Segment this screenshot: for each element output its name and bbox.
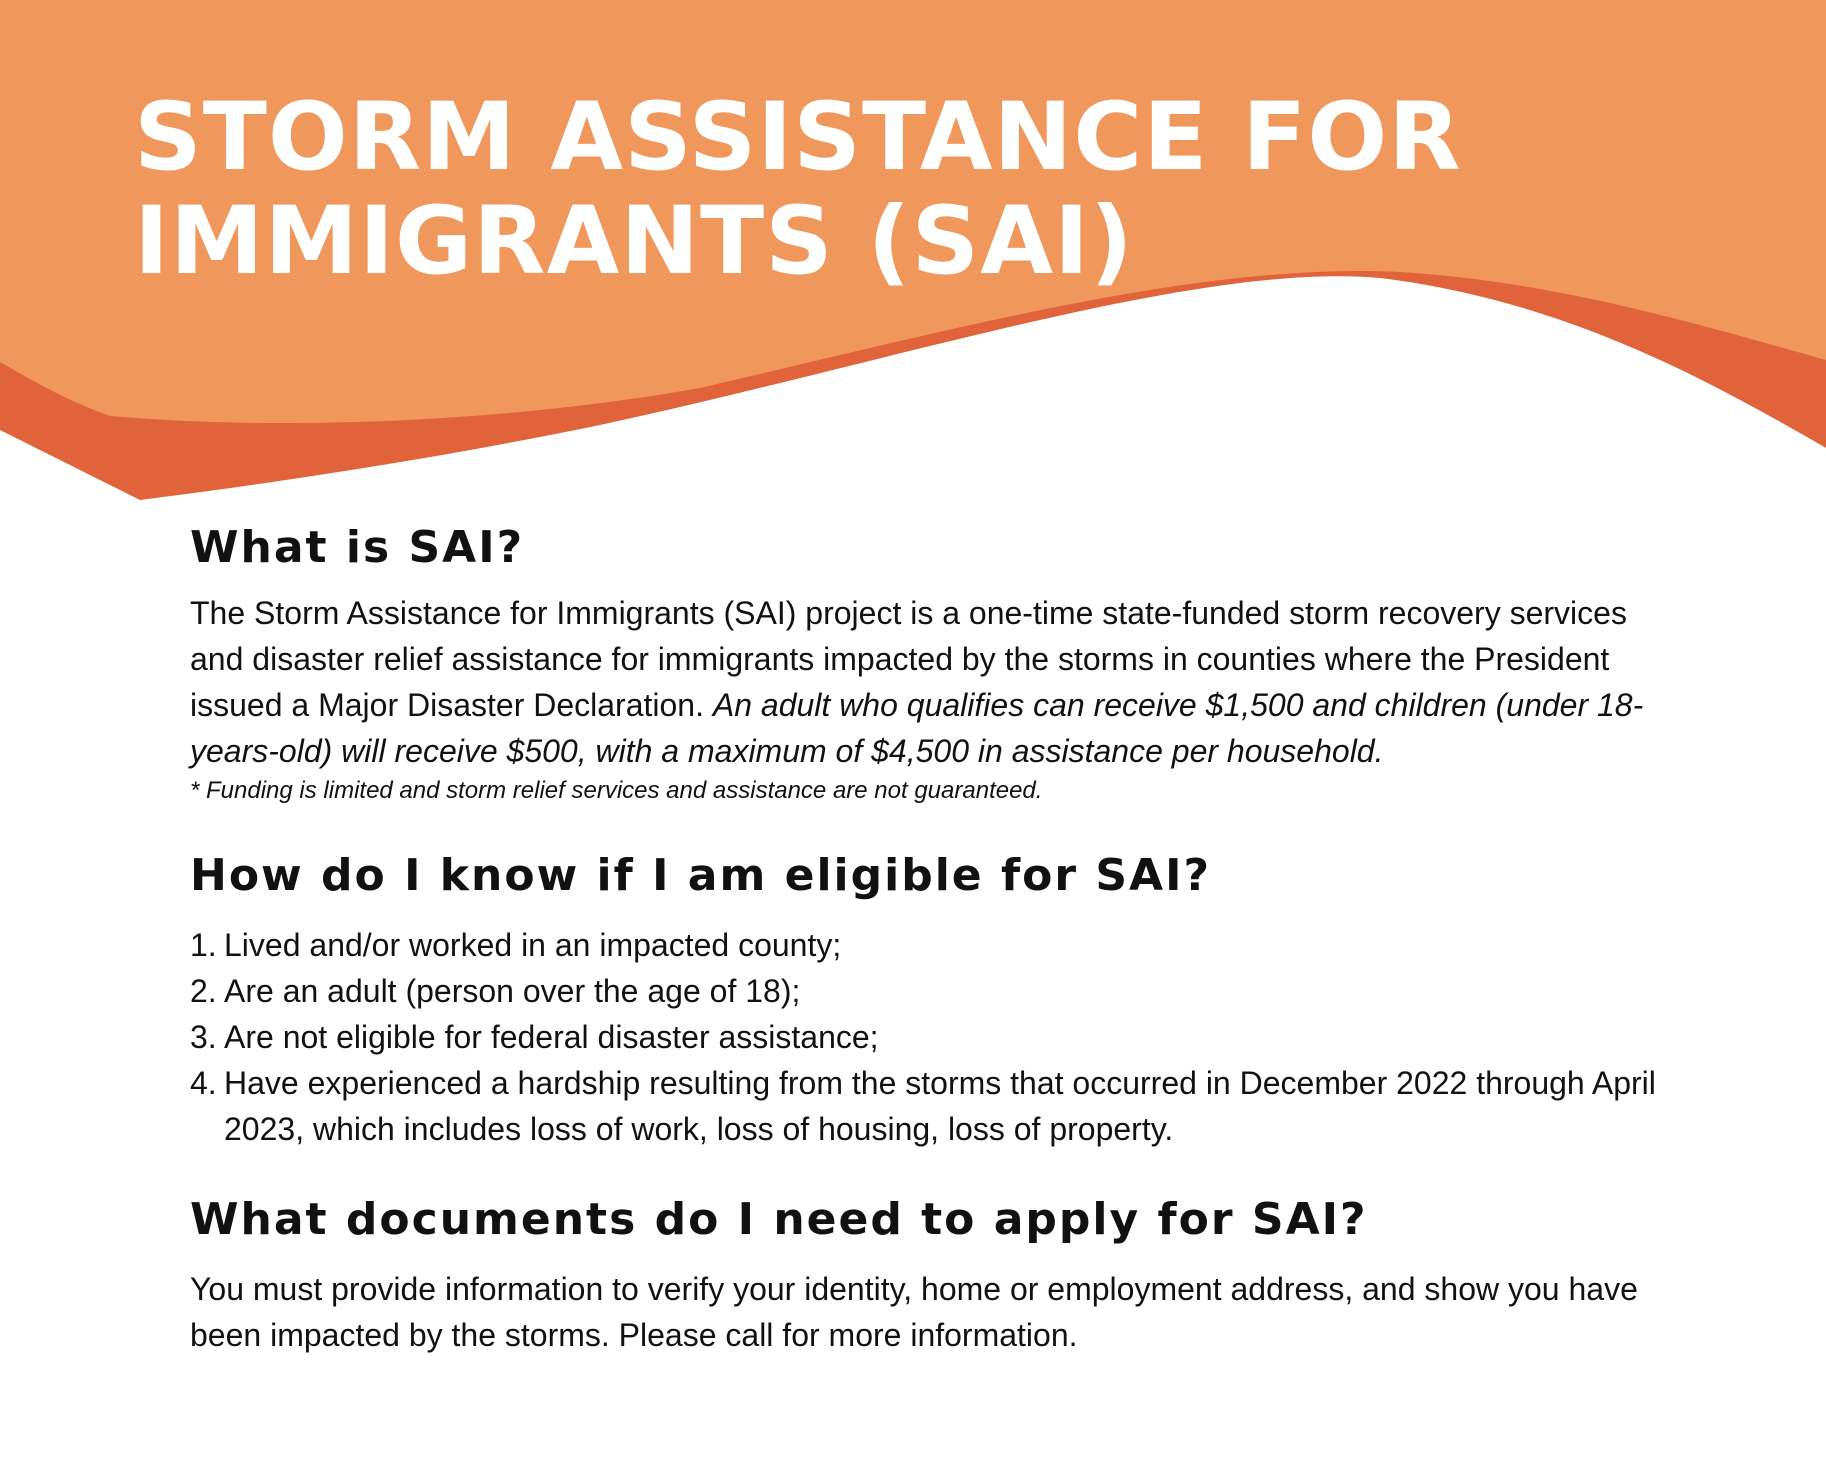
title-line-1: STORM ASSISTANCE FOR [134, 83, 1462, 192]
list-item [190, 1014, 1680, 1060]
title-line-2: IMMIGRANTS (SAI) [134, 187, 1134, 296]
list-item-text: Are not eligible for federal disaster assistance; [224, 1019, 879, 1055]
list-item-text: Are an adult (person over the age of 18); [224, 973, 801, 1009]
what-is-sai-amounts: An adult who qualifies can receive $1,500 and children (under 18-years-old) will receive $500, with a maximum of $4,500 in assistance per household. [190, 687, 1644, 769]
list-item-text: Lived and/or worked in an impacted county; [224, 927, 842, 963]
section-what-is-sai [190, 520, 1680, 808]
list-item-number: 3. [190, 1019, 217, 1055]
heading-documents: What documents do I need to apply for SAI? [190, 1194, 1368, 1245]
section-eligibility [190, 848, 1680, 1152]
list-item [190, 968, 1680, 1014]
what-is-sai-text: The Storm Assistance for Immigrants (SAI) project is a one-time state-funded storm recovery services and disaster relief assistance for immigrants impacted by the storms in counties where the President issued a Major Disaster Declaration. [190, 595, 1627, 723]
funding-note: * Funding is limited and storm relief services and assistance are not guaranteed. [190, 777, 1043, 804]
list-item [190, 922, 1680, 968]
section-documents [190, 1192, 1680, 1358]
heading-eligibility: How do I know if I am eligible for SAI? [190, 850, 1211, 901]
list-item-number: 1. [190, 927, 217, 963]
list-item-number: 2. [190, 973, 217, 1009]
heading-what-is-sai: What is SAI? [190, 522, 525, 573]
list-item-number: 4. [190, 1065, 217, 1101]
documents-body: You must provide information to verify your identity, home or employment address, and show you have been impacted by the storms. Please call for more information. [190, 1271, 1638, 1353]
page-title [134, 83, 1462, 296]
list-item-text: Have experienced a hardship resulting from the storms that occurred in December 2022 through April 2023, which includes loss of work, loss of housing, loss of property. [224, 1065, 1656, 1147]
main-content [190, 520, 1680, 1358]
eligibility-list [190, 922, 1680, 1152]
list-item [190, 1060, 1680, 1152]
what-is-sai-body [190, 590, 1680, 774]
